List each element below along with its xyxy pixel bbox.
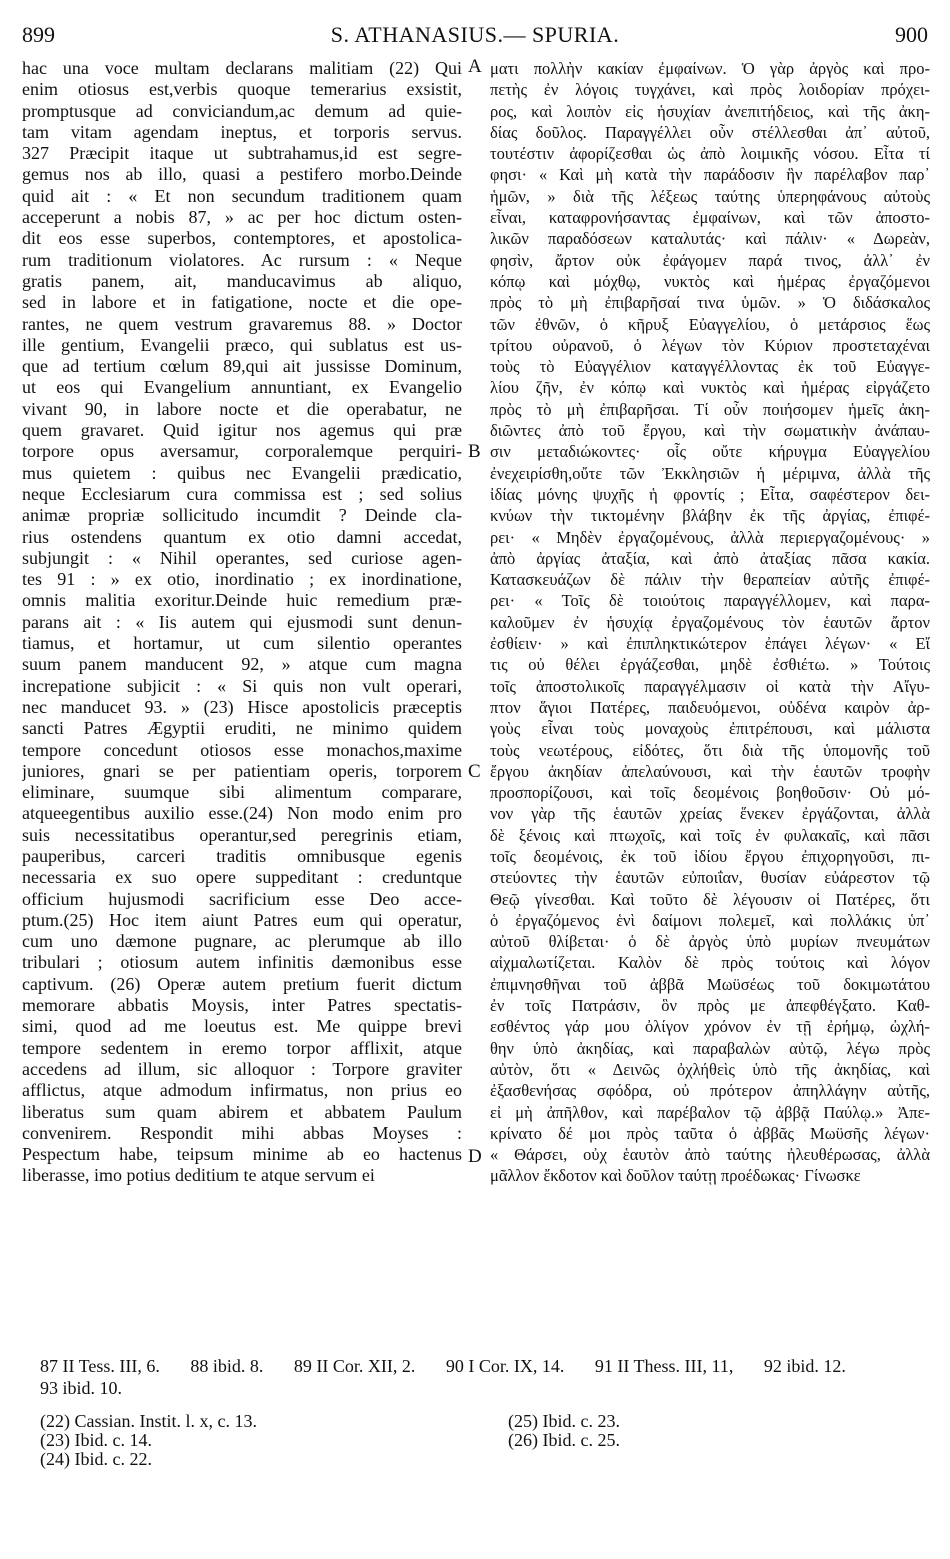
latin-text-line: suis necessitatibus operantur,sed peregrinis etiam, bbox=[22, 824, 462, 845]
page-header bbox=[22, 22, 928, 52]
latin-text-line: promptusque ad conviciandum,ac demum ad quie- bbox=[22, 100, 462, 121]
greek-text-line: ἐπιμνησθῆναι τοῦ ἀββᾶ Μωϋσέως τοῦ δοκιμωτάτου bbox=[490, 974, 930, 994]
latin-text-line: neque Ecclesiarum cura commissa est ; sed solius bbox=[22, 483, 462, 504]
greek-text-line: τῶν ἐθνῶν, ὁ κῆρυξ Εὐαγγελίου, ὁ μετάρσιος ἕως bbox=[490, 314, 930, 334]
greek-text-line: ἡμῶν, » διὰ τῆς λέξεως ταύτης ὑπερηφάνους αὐτοὺς bbox=[490, 186, 930, 206]
greek-text-line: τουτέστιν ἀφορίζεσθαι ὡς ἀπὸ λοιμικῆς νόσου. Εἶτα τί bbox=[490, 144, 930, 164]
footnote: 91 II Thess. III, 11, bbox=[594, 1356, 734, 1376]
greek-text-line: καλοῦμεν ἐν ἡσυχίᾳ ἐργαζομένους τὸν ἑαυτῶν ἄρτον bbox=[490, 612, 930, 632]
latin-text-line: nec manducet 93. » (23) Hisce apostolicis præceptis bbox=[22, 696, 462, 717]
greek-text-line: στεύοντες τὴν ἑαυτῶν εὐποιΐαν, θυσίαν εὐάρεστον τῷ bbox=[490, 868, 930, 888]
greek-text-line: λικῶν παραδόσεων καταλυτάς· καὶ πάλιν· « Δωρεὰν, bbox=[490, 229, 930, 249]
margin-letter-b: B bbox=[468, 441, 481, 462]
greek-text-line: εἶναι, καταφρονήσαντας ἐμφαίνων, καὶ τῶν ἀποστο- bbox=[490, 208, 930, 228]
greek-text-line: αἰχμαλωτίζεται. Καλὸν δὲ πρὸς τούτοις καὶ λόγον bbox=[490, 953, 930, 973]
margin-letter-c: C bbox=[468, 761, 481, 782]
latin-text-line: pauperibus, carceri traditis omnibusque egenis bbox=[22, 845, 462, 866]
greek-text-line: λίου ζῆν, ἐν κόπῳ καὶ νυκτὸς καὶ ἡμέρας εἰργάζετο bbox=[490, 378, 930, 398]
source-references-right bbox=[508, 1412, 620, 1450]
greek-text-line: αὐτὸν, ὅτι « Δεινῶς ὀχλήθεὶς ὑπὸ τῆς ἀκηδίας, καὶ bbox=[490, 1059, 930, 1079]
greek-text-line: κνύων τὴν τικτομένην βλάβην ἐκ τῆς ἀργίας, ἐπιφέ- bbox=[490, 506, 930, 526]
latin-text-line: liberatus sum quam abirem et abbatem Paulum bbox=[22, 1101, 462, 1122]
latin-text-line: atqueegentibus auxilio esse.(24) Non modo enim pro bbox=[22, 803, 462, 824]
latin-text-line: afflictus, atque admodum infirmatus, non prius eo bbox=[22, 1080, 462, 1101]
greek-text-line: τοὺς τὸ Εὐαγγέλιον καταγγέλλοντας ἐκ τοῦ Εὐαγγε- bbox=[490, 357, 930, 377]
greek-text-line: νον γὰρ τῆς ἑαυτῶν χρείας ἕνεκεν ἐργάζονται, ἀλλὰ bbox=[490, 804, 930, 824]
latin-text-line: vivant 90, in labore nocte et die operabatur, ne bbox=[22, 398, 462, 419]
latin-text-line: hac una voce multam declarans malitiam (22) Qui bbox=[22, 58, 462, 78]
greek-text-line: πετὴς ἐν λόγοις τυγχάνει, καὶ πρὸς λοιδορίαν πρόχει- bbox=[490, 80, 930, 100]
latin-column bbox=[22, 58, 462, 1187]
latin-text-line: parans ait : « Iis autem qui ejusmodi sunt denun- bbox=[22, 611, 462, 632]
page-number-left: 899 bbox=[22, 22, 55, 47]
greek-text-line: ἔργου ἀκηδίαν ἀπελαύνουσι, καὶ τὴν ἑαυτῶν τροφὴν bbox=[490, 761, 930, 781]
greek-text-line: ἐνεχειρίσθη,οὔτε τῶν Ἐκκλησιῶν ἡ μέριμνα, ἀλλὰ τῆς bbox=[490, 463, 930, 483]
latin-text-line: tam vitam agendam ineptus, et torporis servus. bbox=[22, 121, 462, 142]
running-title: S. ATHANASIUS.— SPURIA. bbox=[330, 22, 620, 47]
greek-text-line: φησὶν, ἄρτον οὐκ ἐφάγομεν παρά τινος, ἀλλ᾽ ἐν bbox=[490, 250, 930, 270]
latin-text-line: gratis panem, ait, manducavimus ab aliquo, bbox=[22, 270, 462, 291]
latin-text-line: torpore opus aversamur, corporalemque perquiri- bbox=[22, 441, 462, 462]
greek-text-line: αὐτοῦ θλίβεται· ὁ δὲ ἀργὸς ὑπὸ μυρίων πνευμάτων bbox=[490, 932, 930, 952]
latin-text-line: gemus nos ab illo, quasi a pestifero morbo.Deinde bbox=[22, 164, 462, 185]
latin-text-line: accedens ad illum, sic alloquor : Torpore graviter bbox=[22, 1058, 462, 1079]
source-reference: (22) Cassian. Instit. l. x, c. 13. bbox=[40, 1411, 257, 1431]
greek-text-line: Κατασκευάζων δὲ πάλιν τὴν θεραπείαν αὐτῆς ἐπιφέ- bbox=[490, 570, 930, 590]
greek-text-line: θην ὑπὸ ἀκηδίας, καὶ παραβαλὼν αὐτῷ, λέγω πρὸς bbox=[490, 1038, 930, 1058]
latin-text-line: subjungit : « Nihil operantes, sed curiose agen- bbox=[22, 547, 462, 568]
latin-text-line: sed in labore et in fatigatione, nocte et die ope- bbox=[22, 292, 462, 313]
greek-text-line: φησι· « Καὶ μὴ κατὰ τὴν παράδοσιν ἣν παρέλαβον παρ᾽ bbox=[490, 165, 930, 185]
greek-text-line: ἀπὸ ἀργίας ἀταξία, καὶ ἀπὸ ἀταξίας πᾶσα κακία. bbox=[490, 548, 930, 568]
latin-text-line: rum traditionum violatores. Ac rursum : « Neque bbox=[22, 249, 462, 270]
latin-text-line: acceperunt a nobis 87, » ac per hoc dictum osten- bbox=[22, 207, 462, 228]
latin-text-line: ut eos qui Evangelium annuntiant, ex Evangelio bbox=[22, 377, 462, 398]
greek-text-line: ρος, καὶ λοιπὸν εἰς ἡσυχίαν ἀνεπιτήδειος, καὶ τῆς ἀκη- bbox=[490, 101, 930, 121]
footnote: 93 ibid. 10. bbox=[40, 1378, 123, 1398]
latin-text-line: tempore sedentem in eremo torpor afflixit, atque bbox=[22, 1037, 462, 1058]
greek-column bbox=[490, 58, 930, 1187]
latin-text-line: omnis malitia exoritur.Deinde huic remedium præ- bbox=[22, 590, 462, 611]
greek-text-line: προσπορίζουσι, καὶ τοῖς δεομένοις βοηθοῦσιν· Οὐ μό- bbox=[490, 783, 930, 803]
latin-text-line: tes 91 : » ex otio, inordinatio ; ex inordinatione, bbox=[22, 569, 462, 590]
greek-text-line: ἐν τοῖς Πατράσιν, ὃν πρὸς με ἀπεφθέγξατο. Καθ- bbox=[490, 996, 930, 1016]
greek-text-line: ματι πολλὴν κακίαν ἐμφαίνων. Ὁ γὰρ ἀργὸς καὶ προ- bbox=[490, 59, 930, 78]
latin-text-line: eliminare, suumque sibi alimentum comparare, bbox=[22, 782, 462, 803]
latin-text-line: increpatione subjicit : « Si quis non vult operari, bbox=[22, 675, 462, 696]
greek-text-line: διῶντες ἀπὸ τοῦ ἔργου, καὶ τὴν σωματικὴν ἀνάπαυ- bbox=[490, 421, 930, 441]
greek-text-line: ἐξασθενήσας σφόδρα, οὐ πρότερον ἀπηλλάγην αὐτῆς, bbox=[490, 1081, 930, 1101]
latin-text-line: memorare abbatis Moysis, inter Patres spectatis- bbox=[22, 995, 462, 1016]
greek-text-line: ρει· « Τοῖς δὲ τοιούτοις παραγγέλλομεν, καὶ παρα- bbox=[490, 591, 930, 611]
greek-text-line: εσθέντος γάρ μου ὀλίγον χρόνον ἐν τῇ ἐρήμῳ, ὠχλή- bbox=[490, 1017, 930, 1037]
greek-text-line: δὲ ξένοις καὶ πτωχοῖς, καὶ τοῖς ἐν φυλακαῖς, καὶ πᾶσι bbox=[490, 825, 930, 845]
greek-text-line: τοὺς νεωτέρους, εἰδότες, ὅτι διὰ τῆς ὑπομονῆς τοῦ bbox=[490, 740, 930, 760]
latin-text-line: dit eos esse superbos, contemptores, et apostolica- bbox=[22, 228, 462, 249]
greek-text-line: τις οὐ θέλει ἐργάζεσθαι, μηδὲ ἐσθιέτω. » Τούτοις bbox=[490, 655, 930, 675]
latin-text-line: suum panem manducent 92, » atque cum magna bbox=[22, 654, 462, 675]
latin-text-line: tribulari ; otiosum autem infinitis dæmonibus esse bbox=[22, 952, 462, 973]
latin-text-line: juniores, gnari se per patientiam operis, torporem bbox=[22, 760, 462, 781]
greek-text-line: τοῖς δεομένοις, ἐκ τοῦ ἰδίου ἔργου ἐπιχορηγοῦσι, πι- bbox=[490, 846, 930, 866]
greek-text-line: κόπῳ καὶ μόχθῳ, νυκτὸς καὶ ἡμέρας ἐργαζόμενοι bbox=[490, 271, 930, 291]
latin-text-line: quid ait : « Et non secundum traditionem quam bbox=[22, 185, 462, 206]
greek-text-line: ἐσθίειν· » καὶ ἐπιπληκτικώτερον ἐπάγει λέγων· « Εἴ bbox=[490, 634, 930, 654]
greek-text-line: μᾶλλον ἔκδοτον καὶ δοῦλον ταύτῃ προέδωκας· Γίνωσκε bbox=[490, 1166, 861, 1186]
latin-text-line: mus quietem : quibus nec Evangelii prædicatio, bbox=[22, 462, 462, 483]
margin-letter-a: A bbox=[468, 56, 482, 77]
margin-letter-d: D bbox=[468, 1146, 482, 1167]
footnote: 92 ibid. 12. bbox=[763, 1356, 846, 1376]
footnotes bbox=[40, 1355, 928, 1399]
page-number-right: 900 bbox=[895, 22, 928, 47]
source-reference: (26) Ibid. c. 25. bbox=[508, 1430, 620, 1450]
latin-text-line: rantes, ne quem vestrum gravaremus 88. » Doctor bbox=[22, 313, 462, 334]
footnote: 90 I Cor. IX, 14. bbox=[445, 1356, 565, 1376]
latin-text-line: captivum. (26) Operæ autem pretium fuerit dictum bbox=[22, 973, 462, 994]
greek-text-line: ἰδίας μόνης ψυχῆς ἡ φροντίς ; Εἶτα, σαφέστερον δει- bbox=[490, 484, 930, 504]
latin-text-line: necessaria ex suo opere suppeditant : creduntque bbox=[22, 867, 462, 888]
latin-text-line: enim otiosus est,verbis quoque temerarius exsistit, bbox=[22, 79, 462, 100]
greek-text-line: δίας δοῦλος. Παραγγέλλει οὖν στέλλεσθαι ἀπ᾽ αὐτοῦ, bbox=[490, 122, 930, 142]
source-reference: (24) Ibid. c. 22. bbox=[40, 1449, 152, 1469]
latin-text-line: animæ propriæ sollicitudo incumdit ? Deinde cla- bbox=[22, 505, 462, 526]
footnote: 88 ibid. 8. bbox=[190, 1356, 264, 1376]
greek-text-line: ρει· « Μηδὲν ἐργαζομένους, ἀλλὰ περιεργαζομένους· » bbox=[490, 527, 930, 547]
latin-text-line: que ad tertium cœlum 89,qui ait jussisse Dominum, bbox=[22, 356, 462, 377]
latin-text-line: cum uno dæmone pugnare, ac plerumque ab illo bbox=[22, 931, 462, 952]
footnote: 87 II Tess. III, 6. bbox=[40, 1356, 160, 1376]
latin-text-line: simi, quod ad me loeutus est. Me quippe brevi bbox=[22, 1016, 462, 1037]
source-reference: (23) Ibid. c. 14. bbox=[40, 1430, 152, 1450]
greek-text-line: κρίνατο δέ μοι πρὸς ταῦτα ὁ ἀββᾶς Μωϋσῆς λέγων· bbox=[490, 1123, 930, 1143]
latin-text-line: ille gentium, Evangelii præco, qui sublatus est us- bbox=[22, 334, 462, 355]
source-reference: (25) Ibid. c. 23. bbox=[508, 1411, 620, 1431]
greek-text-line: « Θάρσει, οὐχ ἑαυτὸν ἀπὸ ταύτης ἠλευθέρωσας, ἀλλὰ bbox=[490, 1145, 930, 1165]
greek-text-line: πρὸς τὸ μὴ ἐπιβαρῆσαί τινα ὑμῶν. » Ὁ διδάσκαλος bbox=[490, 293, 930, 313]
latin-text-line: 327 Præcipit itaque ut subtrahamus,id est segre- bbox=[22, 143, 462, 164]
greek-text-line: σιν μεταδιώκοντες· οἷς οὔτε κήρυγμα Εὐαγγελίου bbox=[490, 442, 930, 462]
latin-text-line: liberasse, imo potius deditium te atque servum ei bbox=[22, 1165, 375, 1186]
latin-text-line: tiamus, et hortamur, ut cum silentio operantes bbox=[22, 633, 462, 654]
greek-text-line: εἰ μὴ ἀπῆλθον, καὶ παρέβαλον τῷ ἀββᾷ Παύλῳ.» Ἀπε- bbox=[490, 1102, 930, 1122]
greek-text-line: Θεῷ γίνεσθαι. Καὶ τοῦτο δὲ λέγουσιν οἱ Πατέρες, ὅτι bbox=[490, 889, 930, 909]
latin-text-line: ptum.(25) Hoc item aiunt Patres eum qui operatur, bbox=[22, 909, 462, 930]
greek-text-line: τοῖς ἀποστολικοῖς παραγγέλμασιν οἱ κατὰ τὴν Αἴγυ- bbox=[490, 676, 930, 696]
latin-text-line: convenirem. Respondit mihi abbas Moyses : bbox=[22, 1122, 462, 1143]
greek-text-line: πτον ἅγιοι Πατέρες, παιδευόμενοι, οὐδένα καιρὸν ἀρ- bbox=[490, 697, 930, 717]
greek-text-line: ὁ ἐργαζόμενος ἑνὶ δαίμονι πολεμεῖ, καὶ πολλάκις ὑπ᾽ bbox=[490, 910, 930, 930]
footnote: 89 II Cor. XII, 2. bbox=[293, 1356, 416, 1376]
greek-text-line: τρίτου οὐρανοῦ, ὁ λέγων τὸν Κύριον προστεταχέναι bbox=[490, 335, 930, 355]
source-references-left bbox=[40, 1412, 257, 1469]
latin-text-line: rius ostendens quantum ex otio damni accedat, bbox=[22, 526, 462, 547]
latin-text-line: sancti Patres Ægyptii eruditi, ne minimo quidem bbox=[22, 718, 462, 739]
greek-text-line: πρὸς τὸ μὴ ἐπιβαρῆσαι. Τί οὖν ποιήσομεν ἡμεῖς ἀκη- bbox=[490, 399, 930, 419]
latin-text-line: quem gravaret. Quid igitur nos agemus qui præ bbox=[22, 420, 462, 441]
latin-text-line: Pespectum habe, teipsum minime ab eo hactenus bbox=[22, 1144, 462, 1165]
latin-text-line: officium hujusmodi sacrificium esse Deo acce- bbox=[22, 888, 462, 909]
greek-text-line: γοὺς εἶναι τοὺς μοναχοὺς ἐπιτρέπουσι, καὶ μάλιστα bbox=[490, 719, 930, 739]
latin-text-line: tempore concedunt otiosos esse monachos,maxime bbox=[22, 739, 462, 760]
